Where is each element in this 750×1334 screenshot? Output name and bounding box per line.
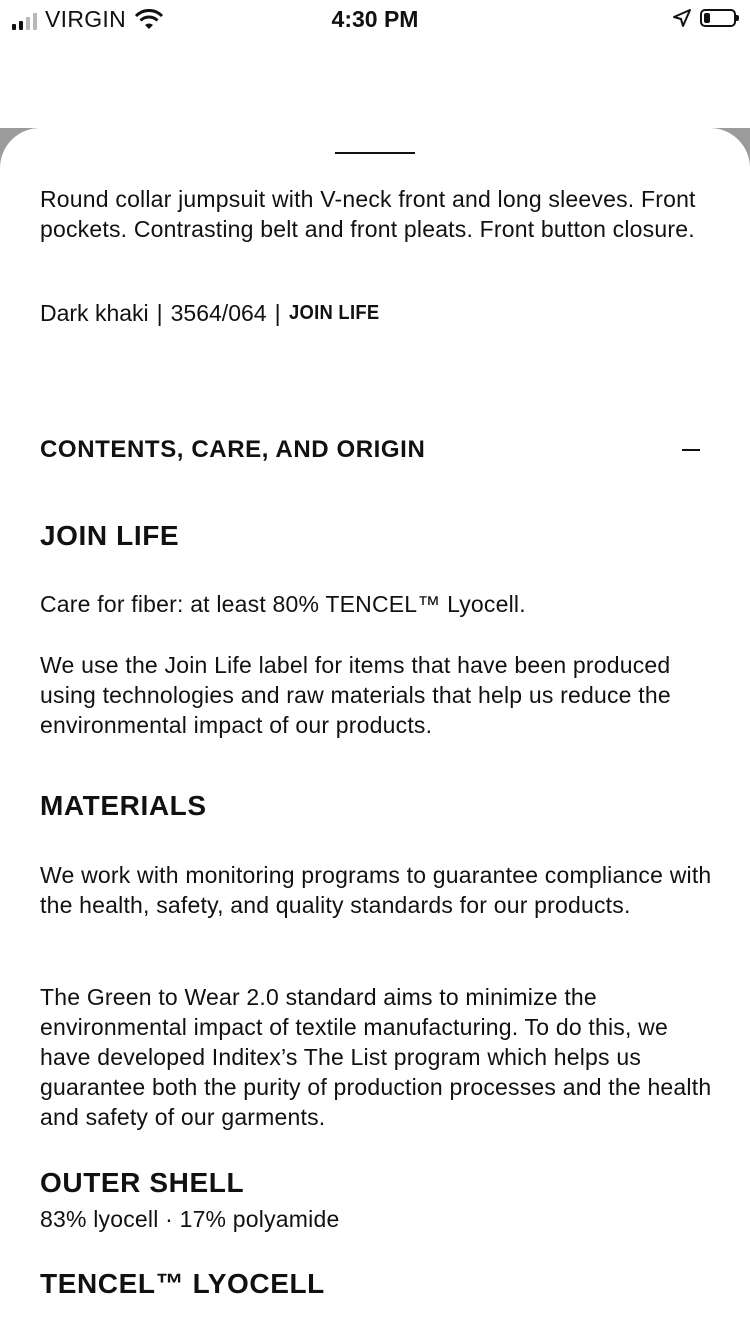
join-life-description: We use the Join Life label for items that have been produced using technologies and raw materials that help us reduce the environmental impact of our products. xyxy=(40,652,671,738)
product-meta xyxy=(40,300,387,327)
materials-green-to-wear-text: The Green to Wear 2.0 standard aims to minimize the environmental impact of textile manufacturing. To do this, we have developed Inditex’s The List program which helps us guarantee both the purity of production processes and the health and safety of our garments. xyxy=(40,984,712,1130)
location-arrow-icon xyxy=(672,8,692,28)
join-life-tag: JOIN LIFE xyxy=(288,302,379,324)
product-reference: 3564/064 xyxy=(170,300,267,326)
accordion-title: CONTENTS, CARE, AND ORIGIN xyxy=(40,436,426,463)
materials-monitoring-text: We work with monitoring programs to guarantee compliance with the health, safety, and quality standards for our products. xyxy=(40,862,712,918)
battery-icon xyxy=(700,9,736,27)
product-description: Round collar jumpsuit with V-neck front and long sleeves. Front pockets. Contrasting belt and front pleats. Front button closure. xyxy=(40,186,696,242)
meta-separator: | xyxy=(156,300,163,326)
meta-separator: | xyxy=(274,300,281,326)
carrier-name: VIRGIN xyxy=(45,6,127,32)
status-bar xyxy=(0,0,750,40)
materials-heading: MATERIALS xyxy=(40,790,207,821)
join-life-heading: JOIN LIFE xyxy=(40,520,180,551)
contents-care-origin-accordion[interactable] xyxy=(40,436,700,464)
outer-shell-composition: 83% lyocell · 17% polyamide xyxy=(40,1206,340,1232)
tencel-lyocell-heading: TENCEL™ LYOCELL xyxy=(40,1268,325,1299)
product-color: Dark khaki xyxy=(40,300,149,326)
product-details-sheet xyxy=(0,128,750,1334)
minus-icon[interactable] xyxy=(682,449,700,451)
join-life-fiber-text: Care for fiber: at least 80% TENCEL™ Lyocell. xyxy=(40,591,526,617)
outer-shell-heading: OUTER SHELL xyxy=(40,1167,245,1198)
sheet-grabber[interactable] xyxy=(335,152,415,154)
status-time: 4:30 PM xyxy=(331,6,419,32)
